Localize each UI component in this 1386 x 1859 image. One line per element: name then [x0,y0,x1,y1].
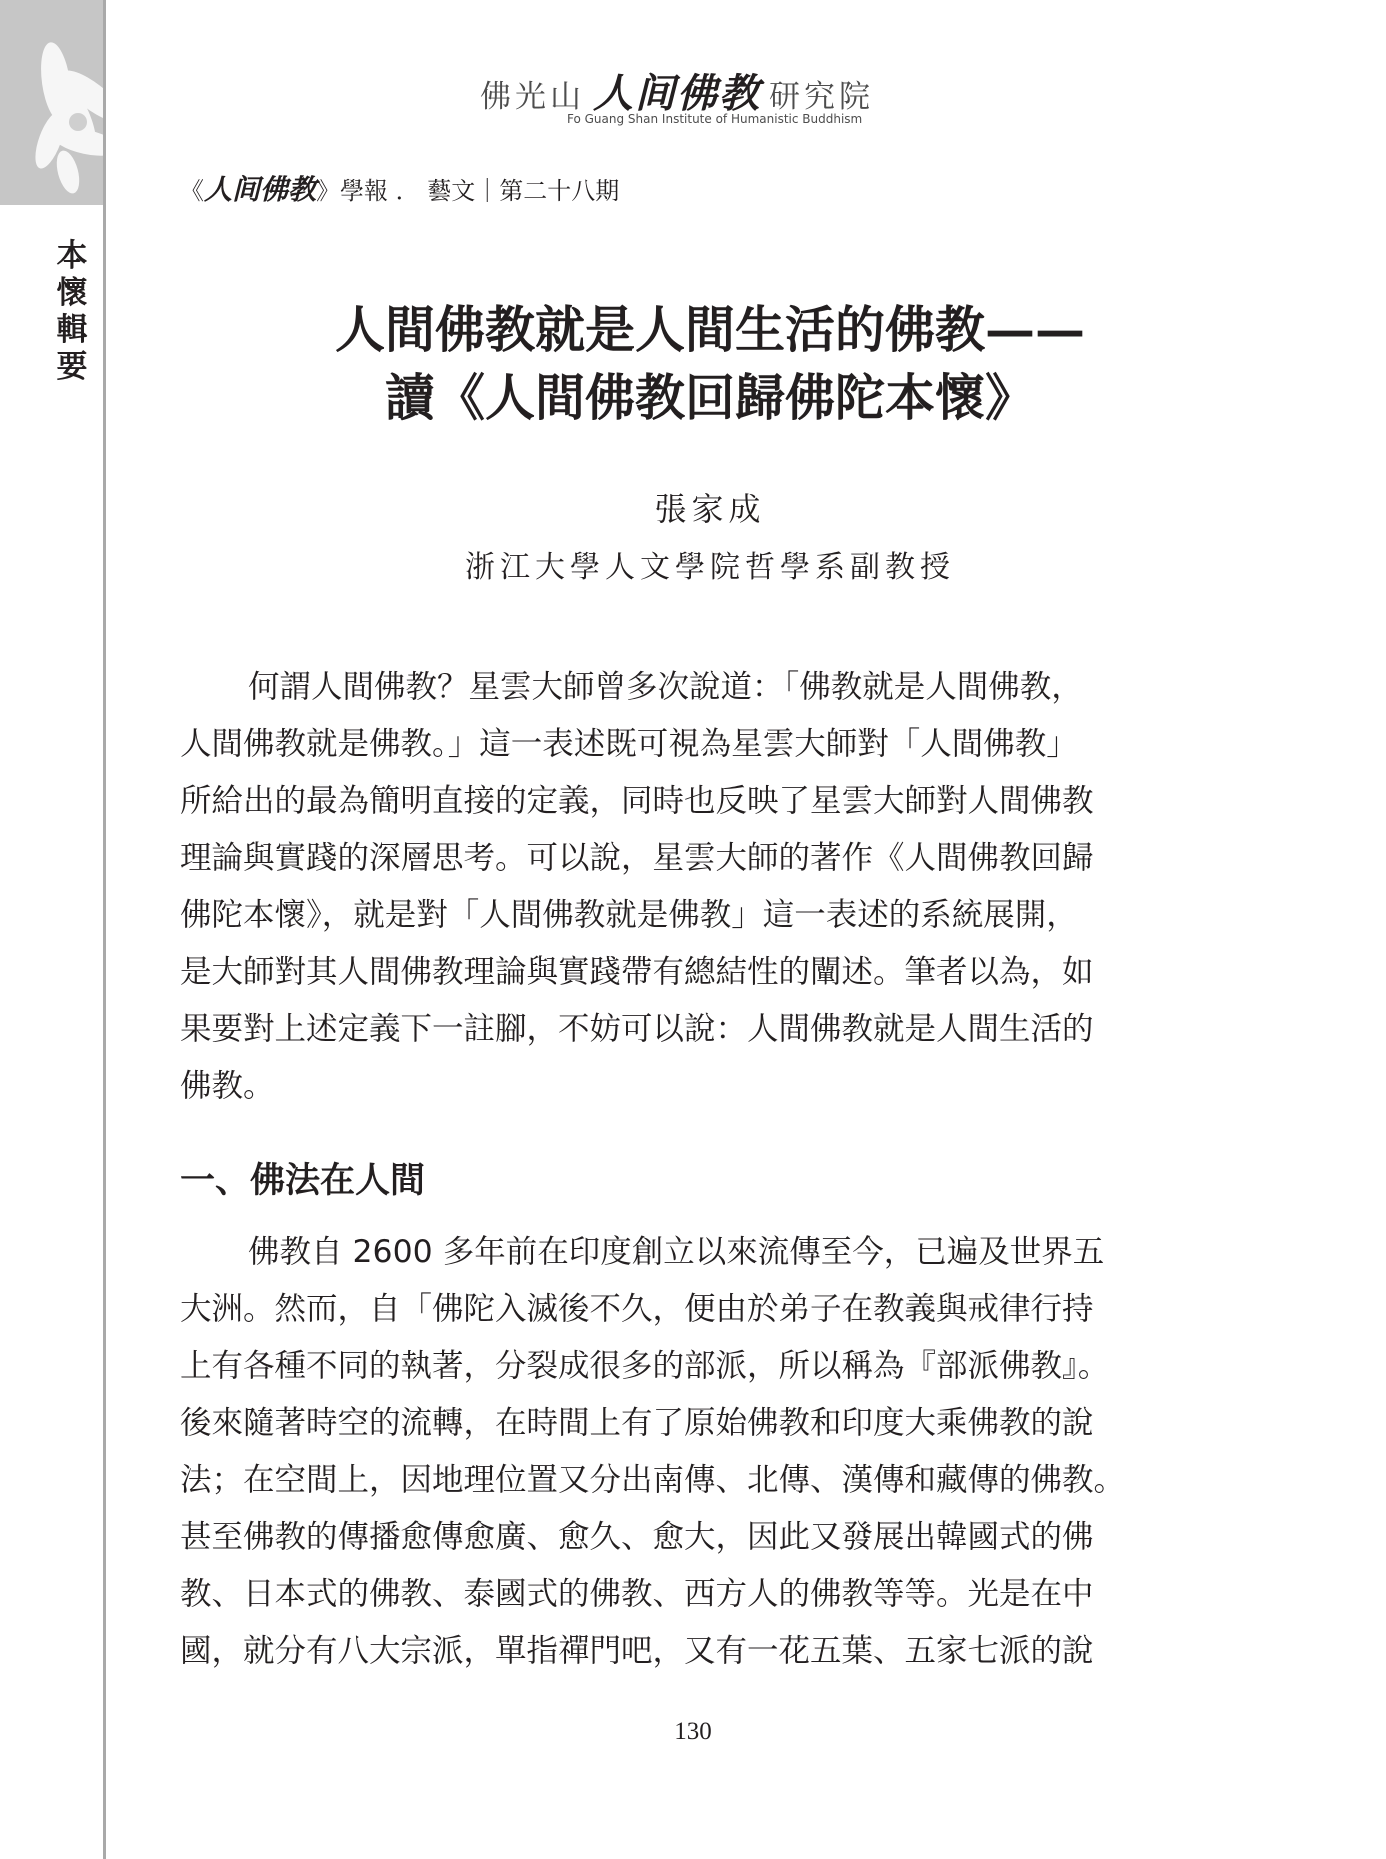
side-tab-label [50,238,94,386]
article-title-line-1: 人間佛教就是人間生活的佛教—— [335,300,1085,359]
text-line: 果要對上述定義下一註腳，不妨可以說：人間佛教就是人間生活的 [180,1011,1094,1047]
side-tab-char: 懷 [56,275,88,311]
page-number: 130 [674,1718,712,1745]
journal-header [180,168,619,208]
text-line: 法；在空間上，因地理位置又分出南傳、北傳、漢傳和藏傳的佛教。 [180,1462,1126,1498]
institute-right: 研究院 [769,79,874,115]
article-title-line-2: 讀《人間佛教回歸佛陀本懷》 [385,368,1035,427]
text-line: 教、日本式的佛教、泰國式的佛教、西方人的佛教等等。光是在中 [180,1576,1094,1612]
institute-title [480,62,1000,119]
corner-tab [0,0,103,205]
journal-issue: 》學報 ． 藝文｜第二十八期 [316,177,620,205]
lotus-flower-icon [0,0,103,205]
text-line: 人間佛教就是佛教。」這一表述既可視為星雲大師對「人間佛教」 [180,726,1078,762]
section-heading: 一、佛法在人間 [180,1160,426,1201]
institute-subtitle: Fo Guang Shan Institute of Humanistic Buddhism [567,112,863,126]
text-line: 大洲。然而，自「佛陀入滅後不久，便由於弟子在教義與戒律行持 [180,1291,1094,1327]
institute-logo-text: 人间佛教 [593,70,761,117]
institute-left: 佛光山 [480,79,585,115]
journal-name: 人间佛教 [204,173,317,206]
text-line: 佛陀本懷》，就是對「人間佛教就是佛教」這一表述的系統展開， [180,897,1078,933]
text-line: 是大師對其人間佛教理論與實踐帶有總結性的闡述。筆者以為，如 [180,954,1094,990]
intro-paragraph [180,659,1180,1115]
journal-open: 《 [180,177,204,205]
text-line: 理論與實踐的深層思考。可以說，星雲大師的著作《人間佛教回歸 [180,840,1094,876]
margin-rule [103,0,106,1859]
side-tab-char: 本 [56,238,88,274]
side-tab-char: 要 [56,349,88,385]
text-line: 佛教自 2600 多年前在印度創立以來流傳至今，已遍及世界五 [248,1234,1105,1270]
text-line: 後來隨著時空的流轉，在時間上有了原始佛教和印度大乘佛教的說 [180,1405,1094,1441]
text-line: 甚至佛教的傳播愈傳愈廣、愈久、愈大，因此又發展出韓國式的佛 [180,1519,1094,1555]
side-tab-char: 輯 [56,312,88,348]
text-line: 佛教。 [180,1068,275,1104]
author-name: 張家成 [654,490,766,528]
text-line: 何謂人間佛教？星雲大師曾多次說道：「佛教就是人間佛教， [248,669,1083,705]
section-paragraph [180,1224,1180,1680]
text-line: 國，就分有八大宗派，單指禪門吧，又有一花五葉、五家七派的說 [180,1633,1094,1669]
author-affiliation: 浙江大學人文學院哲學系副教授 [465,550,955,585]
text-line: 所給出的最為簡明直接的定義，同時也反映了星雲大師對人間佛教 [180,783,1094,819]
text-line: 上有各種不同的執著，分裂成很多的部派，所以稱為『部派佛教』。 [180,1348,1110,1384]
